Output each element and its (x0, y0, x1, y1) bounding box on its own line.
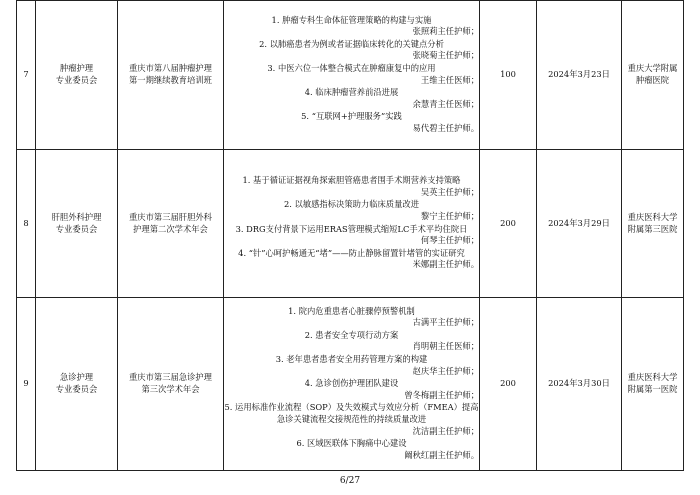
topic-title: 4. 临床肿瘤营养前沿进展 (304, 87, 399, 98)
topic-title: 3. DRG支付背景下运用ERAS管理模式缩短LC手术平均住院日 (235, 223, 468, 234)
host-organization: 重庆医科大学 附属第三医院 (622, 150, 684, 298)
host-organization: 重庆医科大学 附属第一医院 (622, 298, 684, 471)
topic-speaker: 米娜副主任护师。 (412, 259, 479, 270)
topic-speaker: 何琴主任护师； (420, 235, 479, 246)
committee-name: 肿瘤护理 专业委员会 (36, 1, 118, 150)
topic-title: 4. 急诊创伤护理团队建设 (304, 378, 399, 389)
topic-title: 4. “针”心呵护畅通无“堵”——防止静脉留置针堵管的实证研究 (238, 247, 465, 258)
table-body (17, 1, 684, 471)
row-number: 7 (17, 1, 36, 150)
topic-speaker: 易代碧主任护师。 (412, 122, 479, 133)
table-row (17, 150, 684, 298)
participant-count: 100 (480, 1, 537, 150)
event-date: 2024年3月29日 (537, 150, 622, 298)
topic-title: 5. 运用标准作业流程（SOP）及失效模式与效应分析（FMEA）提高急诊关键流程交接规范性的持续质量改进 (224, 402, 479, 424)
topic-title: 2. 患者安全专项行动方案 (304, 329, 399, 340)
topic-title: 2. 以敏感指标决策助力临床质量改进 (283, 199, 419, 210)
topic-title: 3. 中医六位一体整合模式在肿瘤康复中的应用 (267, 62, 436, 73)
topic-title: 1. 肿瘤专科生命体征管理策略的构建与实施 (271, 14, 432, 25)
topic-title: 1. 院内危重患者心脏骤停预警机制 (288, 305, 415, 316)
topic-speaker: 张晓菊主任护师； (412, 50, 479, 61)
row-number: 8 (17, 150, 36, 298)
topic-title: 3. 老年患者患者安全用药管理方案的构建 (275, 354, 428, 365)
committee-name: 急诊护理 专业委员会 (36, 298, 118, 471)
topic-speaker: 王维主任医师； (420, 74, 479, 85)
topic-title: 5. “互联网+护理服务”实践 (301, 111, 402, 122)
topic-speaker: 古满平主任护师； (412, 317, 479, 328)
topic-title: 2. 以肺癌患者为例或者证据临床转化的关键点分析 (259, 38, 444, 49)
topics-cell (224, 298, 480, 471)
topic-title: 1. 基于循证证据视角探索胆管癌患者围手术期营养支持策略 (242, 175, 461, 186)
topics-cell (224, 150, 480, 298)
event-name: 重庆市第八届肿瘤护理 第一期继续教育培训班 (118, 1, 224, 150)
topic-title: 6. 区域医联体下胸痛中心建设 (296, 438, 407, 449)
page-number: 6/27 (339, 476, 361, 486)
table-row (17, 298, 684, 471)
participant-count: 200 (480, 150, 537, 298)
event-name: 重庆市第三届急诊护理 第三次学术年会 (118, 298, 224, 471)
topic-speaker: 阚秋红副主任护师。 (404, 449, 479, 460)
host-organization: 重庆大学附属 肿瘤医院 (622, 1, 684, 150)
topic-speaker: 黎宁主任护师； (420, 210, 479, 221)
topic-speaker: 沈洁副主任护师； (412, 425, 479, 436)
topic-speaker: 余慧青主任医师； (412, 98, 479, 109)
table-row (17, 1, 684, 150)
participant-count: 200 (480, 298, 537, 471)
schedule-table (16, 0, 684, 471)
topics-cell (224, 1, 480, 150)
topic-speaker: 肖明朝主任医师； (412, 341, 479, 352)
topic-speaker: 吴英主任护师； (420, 186, 479, 197)
event-date: 2024年3月23日 (537, 1, 622, 150)
committee-name: 肝胆外科护理 专业委员会 (36, 150, 118, 298)
row-number: 9 (17, 298, 36, 471)
event-name: 重庆市第三届肝胆外科 护理第二次学术年会 (118, 150, 224, 298)
topic-speaker: 曾冬梅副主任护师； (404, 389, 479, 400)
topic-speaker: 赵庆华主任护师； (412, 365, 479, 376)
event-date: 2024年3月30日 (537, 298, 622, 471)
topic-speaker: 张照莉主任护师； (412, 26, 479, 37)
